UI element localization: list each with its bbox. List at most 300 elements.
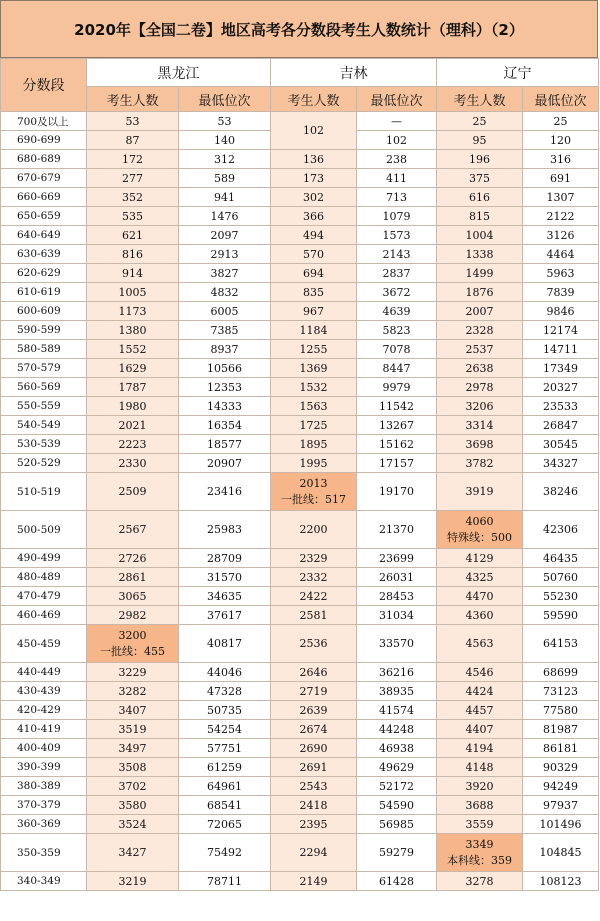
score-segment: 460-469: [1, 606, 87, 625]
hlj-rank: 53: [179, 112, 271, 131]
jl-count: 2581: [271, 606, 357, 625]
table-row: [1, 587, 599, 606]
hlj-rank: 78711: [179, 872, 271, 891]
score-segment: 690-699: [1, 131, 87, 150]
jl-rank: 54590: [357, 796, 437, 815]
ln-count: 2537: [437, 340, 523, 359]
table-body: [1, 112, 599, 891]
ln-count: 3314: [437, 416, 523, 435]
ln-rank: 23533: [523, 397, 599, 416]
ln-count: 4424: [437, 682, 523, 701]
ln-count: 3559: [437, 815, 523, 834]
page-title: 2020年【全国二卷】地区高考各分数段考生人数统计（理科）（2）: [0, 0, 598, 58]
jl-rank: 19170: [357, 473, 437, 511]
col-header-hlj-count: 考生人数: [87, 87, 179, 112]
jl-count: 2329: [271, 549, 357, 568]
table-row: [1, 549, 599, 568]
jl-count: 173: [271, 169, 357, 188]
ln-count: 2638: [437, 359, 523, 378]
ln-rank: 4464: [523, 245, 599, 264]
hlj-rank: 14333: [179, 397, 271, 416]
jl-count: 1895: [271, 435, 357, 454]
jl-rank: 9979: [357, 378, 437, 397]
cell-value: 2013: [299, 476, 328, 490]
hlj-rank: 50735: [179, 701, 271, 720]
ln-count: 4129: [437, 549, 523, 568]
jl-count: 302: [271, 188, 357, 207]
hlj-count: 2567: [87, 511, 179, 549]
table-row: [1, 511, 599, 549]
jl-rank: 28453: [357, 587, 437, 606]
ln-count: 4407: [437, 720, 523, 739]
hlj-count: 1173: [87, 302, 179, 321]
hlj-count: 87: [87, 131, 179, 150]
hlj-rank: 589: [179, 169, 271, 188]
hlj-rank: 34635: [179, 587, 271, 606]
table-row: [1, 758, 599, 777]
table-row: [1, 245, 599, 264]
jl-rank: 11542: [357, 397, 437, 416]
jl-rank: 2143: [357, 245, 437, 264]
score-segment: 530-539: [1, 435, 87, 454]
ln-count: 375: [437, 169, 523, 188]
ln-rank: 12174: [523, 321, 599, 340]
jl-rank: 2837: [357, 264, 437, 283]
ln-count: 2007: [437, 302, 523, 321]
hlj-count: 816: [87, 245, 179, 264]
hlj-count: 3497: [87, 739, 179, 758]
ln-count: 3698: [437, 435, 523, 454]
jl-rank: 56985: [357, 815, 437, 834]
score-segment: 570-579: [1, 359, 87, 378]
jl-rank: 5823: [357, 321, 437, 340]
ln-rank: 1307: [523, 188, 599, 207]
province-header-heilongjiang: 黑龙江: [87, 59, 271, 87]
hlj-count: 3219: [87, 872, 179, 891]
table-row: [1, 340, 599, 359]
hlj-rank: 16354: [179, 416, 271, 435]
hlj-count: 352: [87, 188, 179, 207]
hlj-rank: 75492: [179, 834, 271, 872]
hlj-count: 2861: [87, 568, 179, 587]
jl-count: 136: [271, 150, 357, 169]
jl-rank: 238: [357, 150, 437, 169]
table-row: [1, 283, 599, 302]
hlj-count: 277: [87, 169, 179, 188]
ln-rank: 108123: [523, 872, 599, 891]
jl-count: 570: [271, 245, 357, 264]
hlj-rank: 2913: [179, 245, 271, 264]
col-header-jl-count: 考生人数: [271, 87, 357, 112]
hlj-count: 1629: [87, 359, 179, 378]
jl-rank: 41574: [357, 701, 437, 720]
jl-rank: 102: [357, 131, 437, 150]
hlj-rank: 57751: [179, 739, 271, 758]
jl-rank: 26031: [357, 568, 437, 587]
ln-rank: 101496: [523, 815, 599, 834]
score-segment: 540-549: [1, 416, 87, 435]
jl-count: 2422: [271, 587, 357, 606]
hlj-rank: 72065: [179, 815, 271, 834]
hlj-count: 2509: [87, 473, 179, 511]
hlj-count: 914: [87, 264, 179, 283]
jl-count: 102: [271, 112, 357, 150]
hlj-rank: 64961: [179, 777, 271, 796]
ln-rank: 9846: [523, 302, 599, 321]
ln-count: 616: [437, 188, 523, 207]
ln-count: 1004: [437, 226, 523, 245]
cutoff-line-note: 本科线：359: [447, 853, 512, 867]
jl-count: 967: [271, 302, 357, 321]
ln-rank: 59590: [523, 606, 599, 625]
table-row: [1, 777, 599, 796]
ln-rank: 2122: [523, 207, 599, 226]
jl-count: 1255: [271, 340, 357, 359]
jl-count: 1563: [271, 397, 357, 416]
ln-count: 4148: [437, 758, 523, 777]
jl-rank: 59279: [357, 834, 437, 872]
hlj-rank: 10566: [179, 359, 271, 378]
score-segment: 670-679: [1, 169, 87, 188]
ln-rank: 20327: [523, 378, 599, 397]
hlj-count: 3407: [87, 701, 179, 720]
table-row: [1, 454, 599, 473]
ln-rank: 86181: [523, 739, 599, 758]
hlj-rank: 312: [179, 150, 271, 169]
table-row: [1, 473, 599, 511]
hlj-rank: 2097: [179, 226, 271, 245]
ln-count: [437, 834, 523, 872]
jl-count: 2332: [271, 568, 357, 587]
hlj-rank: 20907: [179, 454, 271, 473]
hlj-count: 1787: [87, 378, 179, 397]
hlj-count: 172: [87, 150, 179, 169]
score-segment: 360-369: [1, 815, 87, 834]
ln-rank: 5963: [523, 264, 599, 283]
ln-rank: 3126: [523, 226, 599, 245]
jl-rank: 23699: [357, 549, 437, 568]
score-segment: 400-409: [1, 739, 87, 758]
table-row: [1, 416, 599, 435]
col-header-ln-count: 考生人数: [437, 87, 523, 112]
jl-rank: 21370: [357, 511, 437, 549]
hlj-count: [87, 625, 179, 663]
cell-value: 3349: [465, 837, 494, 851]
jl-rank: 4639: [357, 302, 437, 321]
score-segment: 600-609: [1, 302, 87, 321]
hlj-count: 3508: [87, 758, 179, 777]
hlj-count: 3427: [87, 834, 179, 872]
jl-count: [271, 473, 357, 511]
ln-rank: 316: [523, 150, 599, 169]
table-row: [1, 872, 599, 891]
hlj-rank: 68541: [179, 796, 271, 815]
hlj-rank: 1476: [179, 207, 271, 226]
jl-rank: 44248: [357, 720, 437, 739]
jl-count: 2200: [271, 511, 357, 549]
jl-rank: 38935: [357, 682, 437, 701]
score-segment: 440-449: [1, 663, 87, 682]
ln-rank: 55230: [523, 587, 599, 606]
ln-rank: 30545: [523, 435, 599, 454]
table-row: [1, 207, 599, 226]
score-segment: 510-519: [1, 473, 87, 511]
score-segment: 410-419: [1, 720, 87, 739]
table-row: [1, 739, 599, 758]
table-row: [1, 435, 599, 454]
jl-count: 2418: [271, 796, 357, 815]
score-segment: 340-349: [1, 872, 87, 891]
ln-rank: 25: [523, 112, 599, 131]
hlj-count: 535: [87, 207, 179, 226]
score-segment: 550-559: [1, 397, 87, 416]
ln-count: 3919: [437, 473, 523, 511]
table-row: [1, 568, 599, 587]
score-segment: 560-569: [1, 378, 87, 397]
hlj-rank: 54254: [179, 720, 271, 739]
ln-count: 4457: [437, 701, 523, 720]
hlj-rank: 6005: [179, 302, 271, 321]
score-segment: 680-689: [1, 150, 87, 169]
ln-count: 4194: [437, 739, 523, 758]
score-segment: 370-379: [1, 796, 87, 815]
province-header-liaoning: 辽宁: [437, 59, 599, 87]
jl-rank: 36216: [357, 663, 437, 682]
ln-rank: 90329: [523, 758, 599, 777]
ln-count: 1876: [437, 283, 523, 302]
jl-rank: 46938: [357, 739, 437, 758]
ln-rank: 691: [523, 169, 599, 188]
hlj-count: 1552: [87, 340, 179, 359]
hlj-rank: 7385: [179, 321, 271, 340]
score-segment: 500-509: [1, 511, 87, 549]
ln-rank: 104845: [523, 834, 599, 872]
hlj-count: 3065: [87, 587, 179, 606]
score-segment: 350-359: [1, 834, 87, 872]
ln-rank: 73123: [523, 682, 599, 701]
jl-rank: 3672: [357, 283, 437, 302]
hlj-rank: 3827: [179, 264, 271, 283]
province-header-jilin: 吉林: [271, 59, 437, 87]
hlj-rank: 12353: [179, 378, 271, 397]
ln-count: 196: [437, 150, 523, 169]
score-segment: 590-599: [1, 321, 87, 340]
hlj-rank: 25983: [179, 511, 271, 549]
ln-count: [437, 511, 523, 549]
table-row: [1, 169, 599, 188]
table-row: [1, 321, 599, 340]
table-row: [1, 112, 599, 131]
ln-count: 4546: [437, 663, 523, 682]
ln-rank: 42306: [523, 511, 599, 549]
table-row: [1, 625, 599, 663]
ln-rank: 14711: [523, 340, 599, 359]
ln-rank: 34327: [523, 454, 599, 473]
jl-count: 2543: [271, 777, 357, 796]
hlj-rank: 4832: [179, 283, 271, 302]
score-segment: 520-529: [1, 454, 87, 473]
hlj-rank: 40817: [179, 625, 271, 663]
ln-count: 815: [437, 207, 523, 226]
col-header-ln-rank: 最低位次: [523, 87, 599, 112]
ln-rank: 46435: [523, 549, 599, 568]
hlj-rank: 44046: [179, 663, 271, 682]
cell-value: 4060: [465, 514, 494, 528]
jl-count: 2149: [271, 872, 357, 891]
hlj-count: 53: [87, 112, 179, 131]
score-segment: 480-489: [1, 568, 87, 587]
hlj-rank: 8937: [179, 340, 271, 359]
table-row: [1, 606, 599, 625]
jl-count: 1369: [271, 359, 357, 378]
table-row: [1, 834, 599, 872]
hlj-count: 3702: [87, 777, 179, 796]
table-row: [1, 188, 599, 207]
jl-count: 694: [271, 264, 357, 283]
score-table: [0, 58, 599, 891]
score-segment: 490-499: [1, 549, 87, 568]
jl-count: 1995: [271, 454, 357, 473]
ln-count: 3782: [437, 454, 523, 473]
ln-count: 4470: [437, 587, 523, 606]
ln-rank: 64153: [523, 625, 599, 663]
jl-count: 1725: [271, 416, 357, 435]
table-row: [1, 397, 599, 416]
jl-rank: 17157: [357, 454, 437, 473]
table-row: [1, 226, 599, 245]
ln-count: 4563: [437, 625, 523, 663]
ln-rank: 97937: [523, 796, 599, 815]
table-row: [1, 701, 599, 720]
col-header-jl-rank: 最低位次: [357, 87, 437, 112]
jl-count: 2646: [271, 663, 357, 682]
jl-rank: 15162: [357, 435, 437, 454]
hlj-rank: 23416: [179, 473, 271, 511]
ln-rank: 94249: [523, 777, 599, 796]
table-row: [1, 359, 599, 378]
jl-rank: 7078: [357, 340, 437, 359]
ln-count: 3278: [437, 872, 523, 891]
ln-count: 3688: [437, 796, 523, 815]
ln-count: 25: [437, 112, 523, 131]
ln-rank: 50760: [523, 568, 599, 587]
jl-rank: 13267: [357, 416, 437, 435]
hlj-count: 3229: [87, 663, 179, 682]
hlj-rank: 28709: [179, 549, 271, 568]
score-segment: 580-589: [1, 340, 87, 359]
score-segment: 620-629: [1, 264, 87, 283]
score-segment: 450-459: [1, 625, 87, 663]
jl-count: 2690: [271, 739, 357, 758]
jl-rank: 411: [357, 169, 437, 188]
col-header-hlj-rank: 最低位次: [179, 87, 271, 112]
jl-rank: 713: [357, 188, 437, 207]
ln-rank: 120: [523, 131, 599, 150]
hlj-rank: 31570: [179, 568, 271, 587]
hlj-count: 2021: [87, 416, 179, 435]
ln-count: 1338: [437, 245, 523, 264]
hlj-rank: 61259: [179, 758, 271, 777]
cutoff-line-note: 特殊线：500: [447, 530, 512, 544]
hlj-rank: 140: [179, 131, 271, 150]
ln-count: 3920: [437, 777, 523, 796]
hlj-count: 3282: [87, 682, 179, 701]
ln-count: 4360: [437, 606, 523, 625]
ln-rank: 7839: [523, 283, 599, 302]
cutoff-line-note: 一批线：517: [281, 492, 346, 506]
hlj-rank: 941: [179, 188, 271, 207]
table-header: [1, 59, 599, 112]
ln-count: 2978: [437, 378, 523, 397]
hlj-rank: 47328: [179, 682, 271, 701]
table-row: [1, 796, 599, 815]
score-segment: 420-429: [1, 701, 87, 720]
jl-rank: 49629: [357, 758, 437, 777]
ln-count: 3206: [437, 397, 523, 416]
jl-rank: 61428: [357, 872, 437, 891]
ln-count: 4325: [437, 568, 523, 587]
hlj-rank: 18577: [179, 435, 271, 454]
jl-rank: 1573: [357, 226, 437, 245]
jl-count: 1532: [271, 378, 357, 397]
jl-count: 2674: [271, 720, 357, 739]
table-row: [1, 150, 599, 169]
jl-count: 1184: [271, 321, 357, 340]
hlj-rank: 37617: [179, 606, 271, 625]
hlj-count: 3524: [87, 815, 179, 834]
jl-count: 2639: [271, 701, 357, 720]
ln-rank: 81987: [523, 720, 599, 739]
table-row: [1, 663, 599, 682]
jl-count: 2691: [271, 758, 357, 777]
cell-value: 3200: [118, 628, 147, 642]
score-segment: 380-389: [1, 777, 87, 796]
hlj-count: 1380: [87, 321, 179, 340]
ln-rank: 38246: [523, 473, 599, 511]
table-row: [1, 264, 599, 283]
ln-rank: 68699: [523, 663, 599, 682]
hlj-count: 3519: [87, 720, 179, 739]
jl-count: 2294: [271, 834, 357, 872]
ln-count: 1499: [437, 264, 523, 283]
ln-count: 95: [437, 131, 523, 150]
jl-count: 2395: [271, 815, 357, 834]
score-segment: 470-479: [1, 587, 87, 606]
score-segment: 640-649: [1, 226, 87, 245]
jl-rank: 33570: [357, 625, 437, 663]
jl-rank: 31034: [357, 606, 437, 625]
hlj-count: 2982: [87, 606, 179, 625]
cutoff-line-note: 一批线：455: [100, 644, 165, 658]
score-segment: 630-639: [1, 245, 87, 264]
hlj-count: 2330: [87, 454, 179, 473]
score-segment: 660-669: [1, 188, 87, 207]
jl-count: 2719: [271, 682, 357, 701]
hlj-count: 2223: [87, 435, 179, 454]
ln-rank: 77580: [523, 701, 599, 720]
hlj-count: 1005: [87, 283, 179, 302]
score-segment: 610-619: [1, 283, 87, 302]
ln-rank: 17349: [523, 359, 599, 378]
hlj-count: 3580: [87, 796, 179, 815]
jl-count: 366: [271, 207, 357, 226]
hlj-count: 2726: [87, 549, 179, 568]
jl-rank: 1079: [357, 207, 437, 226]
jl-rank: —: [357, 112, 437, 131]
segment-header: 分数段: [1, 59, 87, 112]
jl-count: 835: [271, 283, 357, 302]
table-row: [1, 302, 599, 321]
